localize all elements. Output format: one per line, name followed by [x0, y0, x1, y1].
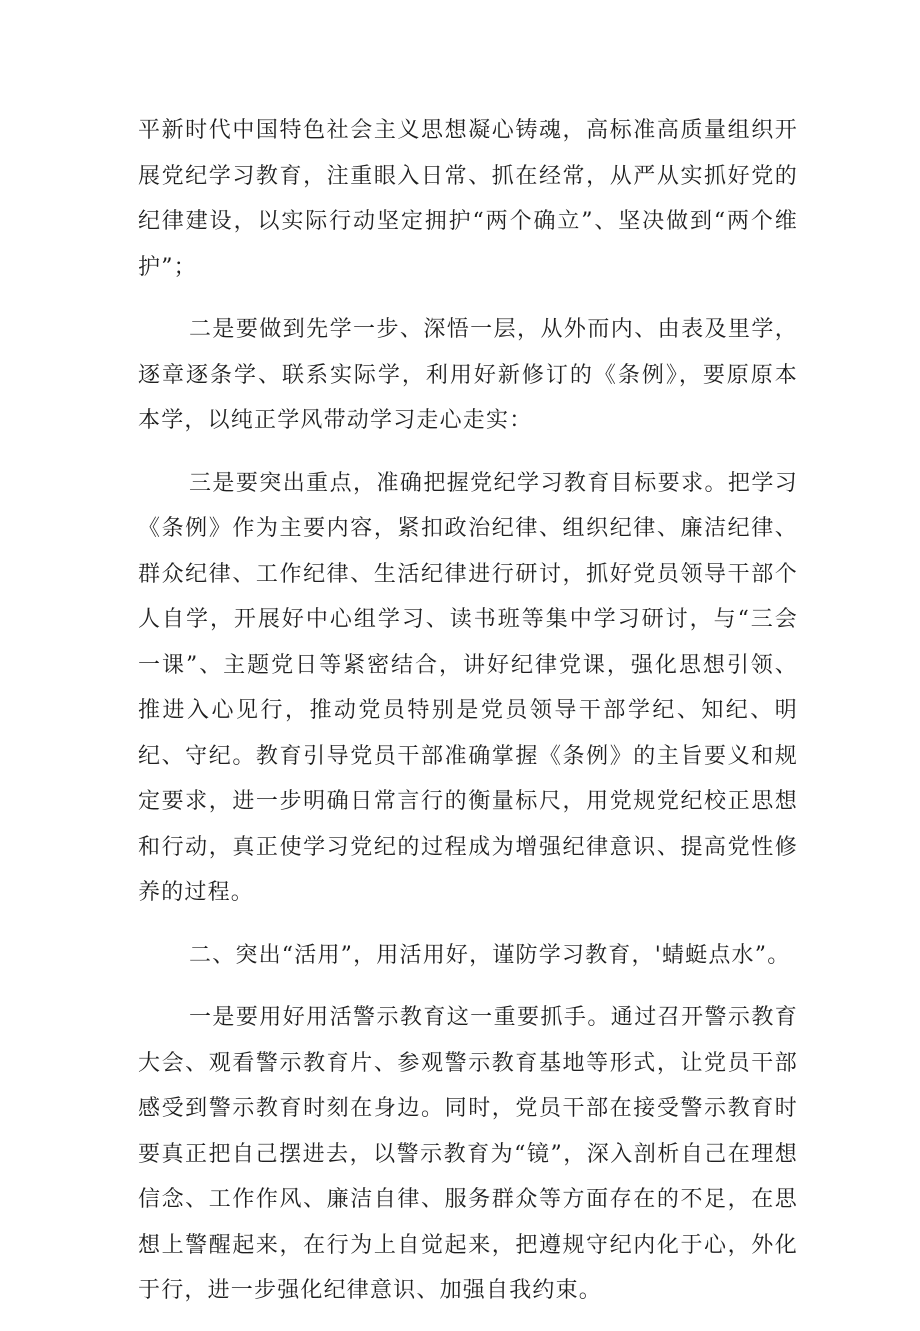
paragraph-point-one: 一是要用好用活警示教育这一重要抓手。通过召开警示教育大会、观看警示教育片、参观警示教育基地等形式，让党员干部感受到警示教育时刻在身边。同时，党员干部在接受警示教育时要真正把自己摆进去，以警示教育为“镜”，深入剖析自己在理想信念、工作作风、廉洁自律、服务群众等方面存在的不足，在思想上警醒起来，在行为上自觉起来，把遵规守纪内化于心，外化于行，进一步强化纪律意识、加强自我约束。: [138, 1005, 798, 1303]
paragraph-point-two: 二是要做到先学一步、深悟一层，从外而内、由表及里学，逐章逐条学、联系实际学，利用好新修订的《条例》，要原原本本学，以纯正学风带动学习走心走实：: [138, 317, 798, 433]
section-heading-two: 二、突出“活用”，用活用好，谨防学习教育，'蜻蜓点水”。: [189, 942, 791, 968]
paragraph-continuation: 平新时代中国特色社会主义思想凝心铸魂，高标准高质量组织开展党纪学习教育，注重眼入日常、抓在经常，从严从实抓好党的纪律建设，以实际行动坚定拥护“两个确立”、坚决做到“两个维护”；: [138, 118, 798, 280]
paragraph-point-three: 三是要突出重点，准确把握党纪学习教育目标要求。把学习《条例》作为主要内容，紧扣政治纪律、组织纪律、廉洁纪律、群众纪律、工作纪律、生活纪律进行研讨，抓好党员领导干部个人自学，开展好中心组学习、读书班等集中学习研讨，与“三会一课”、主题党日等紧密结合，讲好纪律党课，强化思想引领、推进入心见行，推动党员特别是党员领导干部学纪、知纪、明纪、守纪。教育引导党员干部准确掌握《条例》的主旨要义和规定要求，进一步明确日常言行的衡量标尺，用党规党纪校正思想和行动，真正使学习党纪的过程成为增强纪律意识、提高党性修养的过程。: [138, 470, 798, 905]
document-body: [138, 108, 798, 1331]
